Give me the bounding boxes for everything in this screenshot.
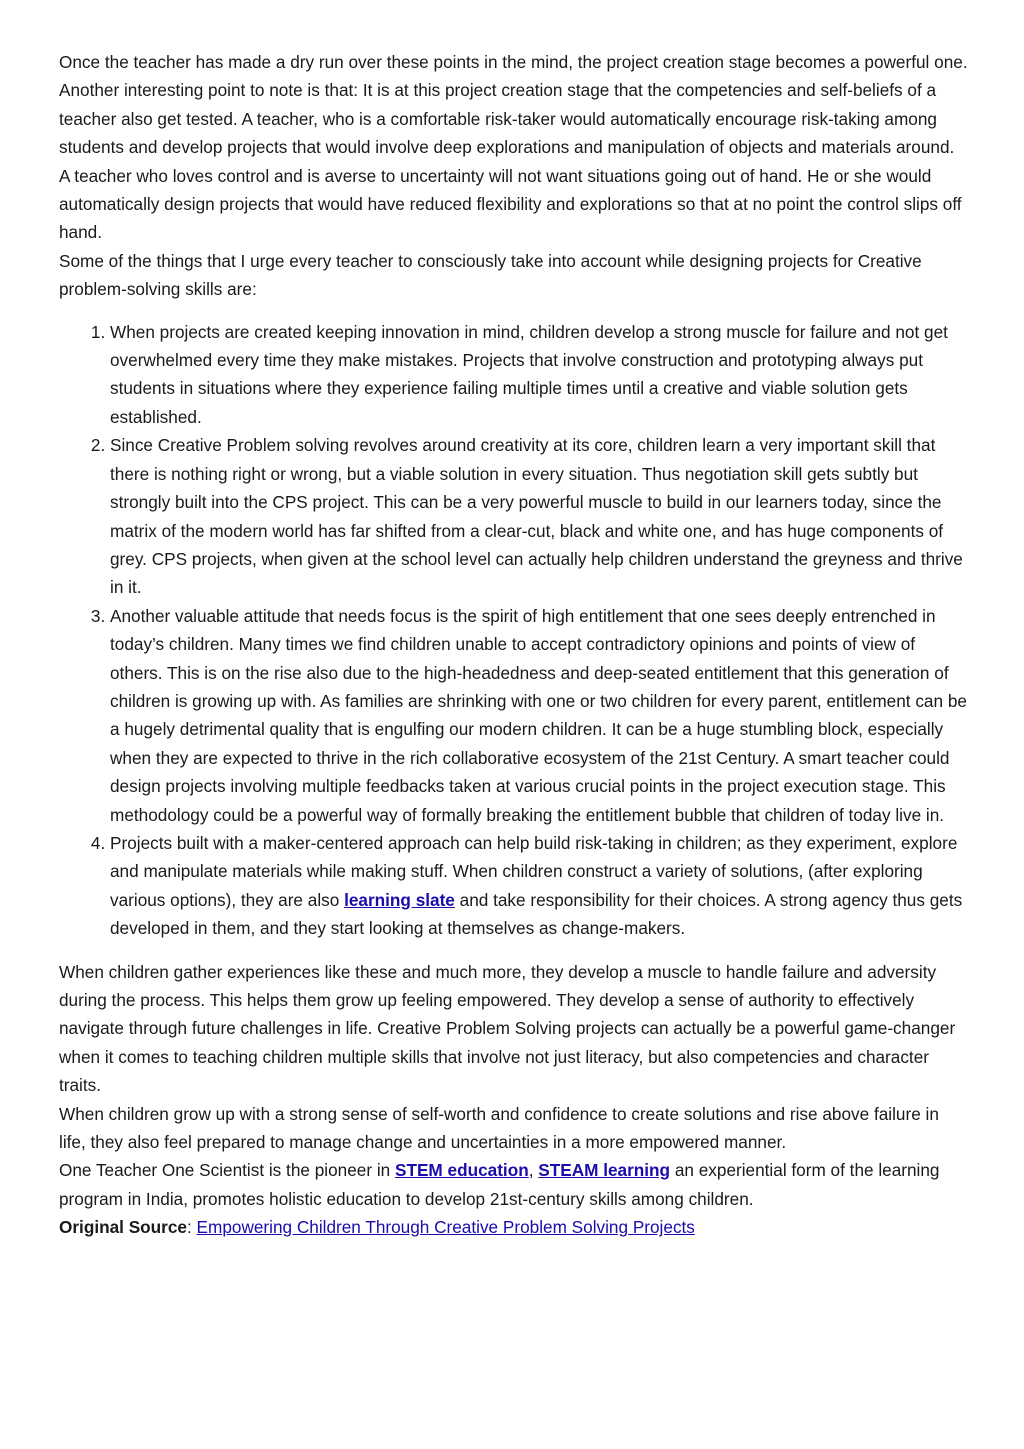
paragraph-urge-teachers: Some of the things that I urge every teacher to consciously take into account while designing projects for Creative problem-solving skills are:: [59, 250, 922, 300]
list-item: 3. Another valuable attitude that needs focus is the spirit of high entitlement that one sees deeply entrenched in today’s children. Many times we find children unable to accept contradictory opinions and points of view of others. This is on the rise also due to the high-headedness and deep-seated entitlement that this generation of children is growing up with. As families are shrinking with one or two children for every parent, entitlement can be a hugely detrimental quality that is engulfing our modern children. It can be a huge stumbling block, especially when they are expected to thrive in the rich collaborative ecosystem of the 21st Century. A smart teacher could design projects involving multiple feedbacks taken at various crucial points in the project execution stage. This methodology could be a powerful way of formally breaking the entitlement bubble that children of today live in.: [110, 602, 968, 829]
closing-separator: ,: [528, 1160, 539, 1181]
paragraph-source: [59, 1213, 968, 1241]
list-item-text: Projects built with a maker-centered approach can help build risk-taking in children; as they experiment, explore and manipulate materials while making stuff. When children construct a variety of solutions, (after exploring various options), they are also: [110, 832, 958, 910]
paragraph-self-worth: When children grow up with a strong sense of self-worth and confidence to create solutions and rise above failure in life, they also feel prepared to manage change and uncertainties in a more empowered manner.: [59, 1103, 939, 1153]
paragraph-dry-run: Once the teacher has made a dry run over these points in the mind, the project creation stage becomes a powerful one.: [59, 52, 968, 72]
closing-text: One Teacher One Scientist is the pioneer in: [59, 1160, 395, 1181]
closing-text: an experiential form of the learning program in India, promotes holistic education to develop 21st-century skills among children.: [59, 1160, 940, 1209]
steam-learning-link[interactable]: STEAM learning: [538, 1160, 671, 1181]
original-source-link[interactable]: Empowering Children Through Creative Problem Solving Projects: [196, 1217, 695, 1238]
stem-education-link[interactable]: STEM education: [395, 1160, 529, 1181]
list-item-text: and take responsibility for their choices. A strong agency thus gets developed in them, and they start looking at themselves as change-makers.: [110, 889, 963, 939]
list-item: 2. Since Creative Problem solving revolves around creativity at its core, children learn a very important skill that there is nothing right or wrong, but a viable solution in every situation. Thus negotiation skill gets subtly but strongly built into the CPS project. This can be a very powerful muscle to build in our learners today, since the matrix of the modern world has far shifted from a clear-cut, black and white one, and has huge components of grey. CPS projects, when given at the school level can actually help children understand the greyness and thrive in it.: [110, 431, 968, 601]
cps-points-list: [59, 318, 968, 943]
list-item: [110, 829, 968, 943]
paragraph-closing: [59, 1156, 968, 1213]
list-item: 1. When projects are created keeping innovation in mind, children develop a strong muscle for failure and not get overwhelmed every time they make mistakes. Projects that involve construction and prototyping always put students in situations where they experience failing multiple times until a creative and viable solution gets established.: [110, 318, 968, 432]
source-label: Original Source: [59, 1217, 187, 1238]
paragraph-experiences: When children gather experiences like these and much more, they develop a muscle to handle failure and adversity during the process. This helps them grow up feeling empowered. They develop a sense of authority to effectively navigate through future challenges in life. Creative Problem Solving projects can actually be a powerful game-changer when it comes to teaching children multiple skills that involve not just literacy, but also competencies and character traits.: [59, 961, 956, 1096]
source-colon: :: [186, 1217, 197, 1238]
learning-slate-link[interactable]: learning slate: [344, 889, 455, 910]
paragraph-risk-taker: Another interesting point to note is that: It is at this project creation stage that the competencies and self-beliefs of a teacher also get tested. A teacher, who is a comfortable risk-taker would automatically encourage risk-taking among students and develop projects that would involve deep explorations and manipulation of objects and materials around. A teacher who loves control and is averse to uncertainty will not want situations going out of hand. He or she would automatically design projects that would have reduced flexibility and explorations so that at no point the control slips off hand.: [59, 80, 962, 243]
